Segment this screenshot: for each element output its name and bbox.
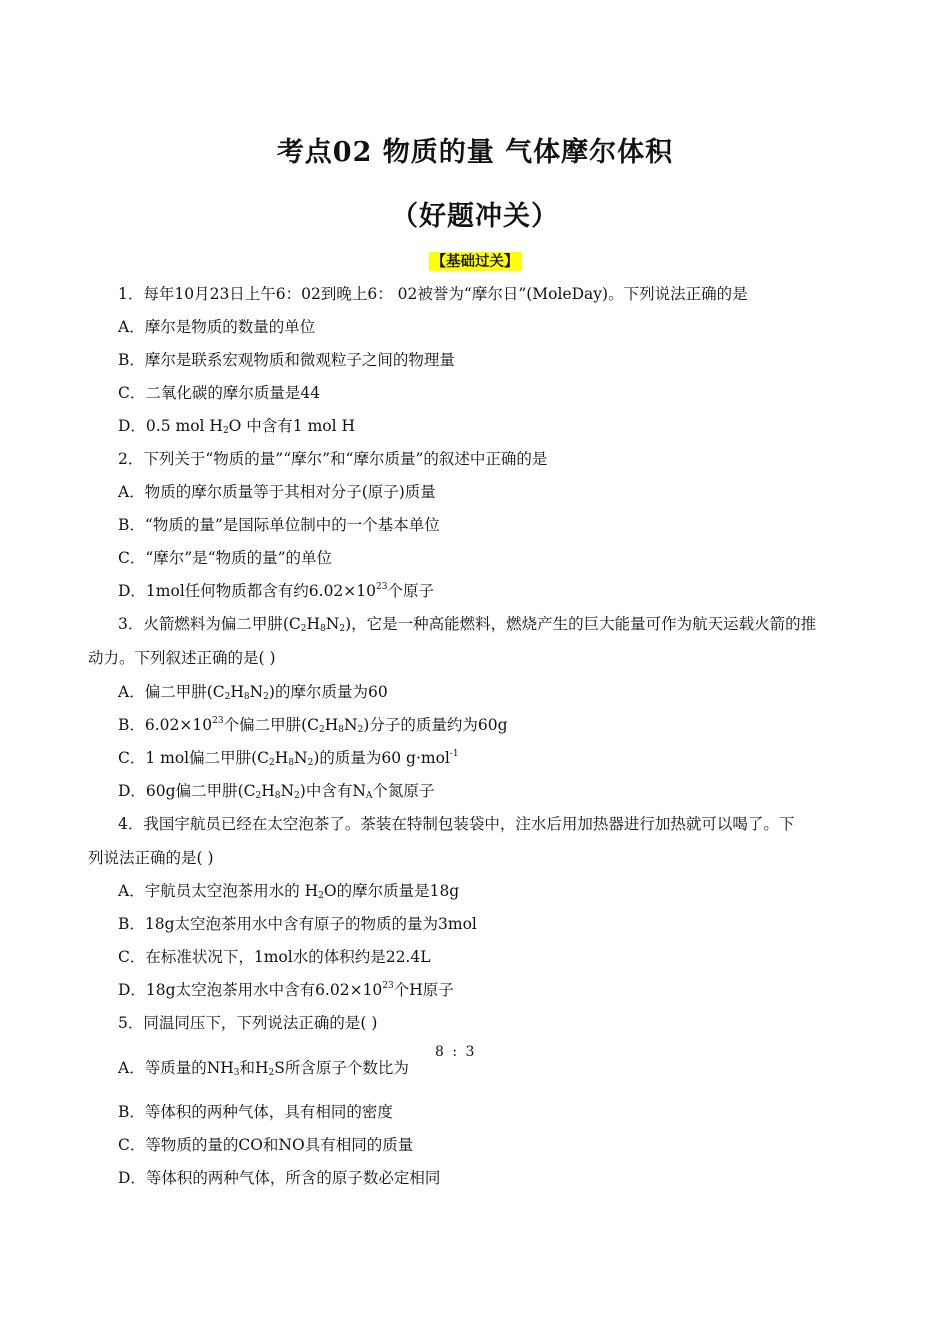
question-4-option-d: D．18g太空泡茶用水中含有$6.02\times 10^{23}$个H原子	[118, 981, 454, 999]
question-1-option-b: B．摩尔是联系宏观物质和微观粒子之间的物理量	[118, 351, 455, 369]
page-subtitle: （好题冲关）	[391, 201, 559, 232]
question-3-option-a: A．偏二甲肼$(C_2H_8N_2)$的摩尔质量为60	[118, 683, 388, 702]
question-3-option-d: D．60g偏二甲肼$(C_2H_8N_2)$中含有$N_A$个氮原子	[118, 782, 435, 801]
question-5-option-d: D．等体积的两种气体，所含的原子数必定相同	[118, 1169, 441, 1187]
question-4-option-a: A．宇航员太空泡茶用水的 $H_2O$的摩尔质量是18g	[118, 882, 460, 901]
question-3-option-c: C．1 mol偏二甲肼$(C_2H_8N_2)$的质量为60 g·mol$^{-1}$	[118, 749, 459, 768]
question-1-option-c: C．二氧化碳的摩尔质量是44	[118, 384, 321, 402]
question-2-option-d: D．1mol任何物质都含有约$6.02\times 10^{23}$个原子	[118, 582, 434, 600]
question-3-stem-line-1: 3．火箭燃料为偏二甲肼$(C_2H_8N_2)$，它是一种高能燃料，燃烧产生的巨大能量可作为航天运载火箭的推	[118, 615, 817, 634]
question-2-option-b: B．“物质的量”是国际单位制中的一个基本单位	[118, 516, 440, 534]
question-2-option-a: A．物质的摩尔质量等于其相对分子(原子)质量	[118, 483, 436, 501]
question-3-option-b: B．$6.02\times 10^{23}$个偏二甲肼$(C_2H_8N_2)$分子的质量约为60g	[118, 716, 508, 735]
question-5-option-c: C．等物质的量的CO和NO具有相同的质量	[118, 1136, 414, 1154]
question-1-stem: 1．每年10月23日上午6：02到晚上6： 02被誉为“摩尔日”(MoleDay)。下列说法正确的是	[118, 285, 748, 303]
question-5-option-a: A．等质量的$NH_3$和$H_2S$所含原子个数比为	[118, 1059, 409, 1078]
question-4-option-c: C．在标准状况下，1mol水的体积约是22.4L	[118, 948, 431, 966]
question-3-stem-line-2: 动力。下列叙述正确的是( )	[88, 649, 276, 667]
question-5-stem: 5．同温同压下，下列说法正确的是( )	[118, 1014, 378, 1032]
question-2-option-c: C．“摩尔”是“物质的量”的单位	[118, 549, 333, 567]
question-4-stem-line-2: 列说法正确的是( )	[88, 849, 214, 867]
section-heading-label: 【基础过关】	[429, 252, 522, 271]
question-2-stem: 2．下列关于“物质的量”“摩尔”和“摩尔质量”的叙述中正确的是	[118, 450, 548, 468]
section-heading	[0, 250, 950, 271]
question-5-ratio: 8 : 3	[435, 1044, 477, 1060]
question-4-option-b: B．18g太空泡茶用水中含有原子的物质的量为3mol	[118, 915, 477, 933]
question-5-option-b: B．等体积的两种气体，具有相同的密度	[118, 1103, 393, 1121]
question-1-option-d: D．0.5 mol $H_2O$ 中含有1 mol H	[118, 417, 356, 436]
question-4-stem-line-1: 4．我国宇航员已经在太空泡茶了。茶装在特制包装袋中，注水后用加热器进行加热就可以喝了。下	[118, 815, 795, 833]
question-1-option-a: A．摩尔是物质的数量的单位	[118, 318, 316, 336]
page-title: 考点02 物质的量 气体摩尔体积	[276, 137, 674, 168]
